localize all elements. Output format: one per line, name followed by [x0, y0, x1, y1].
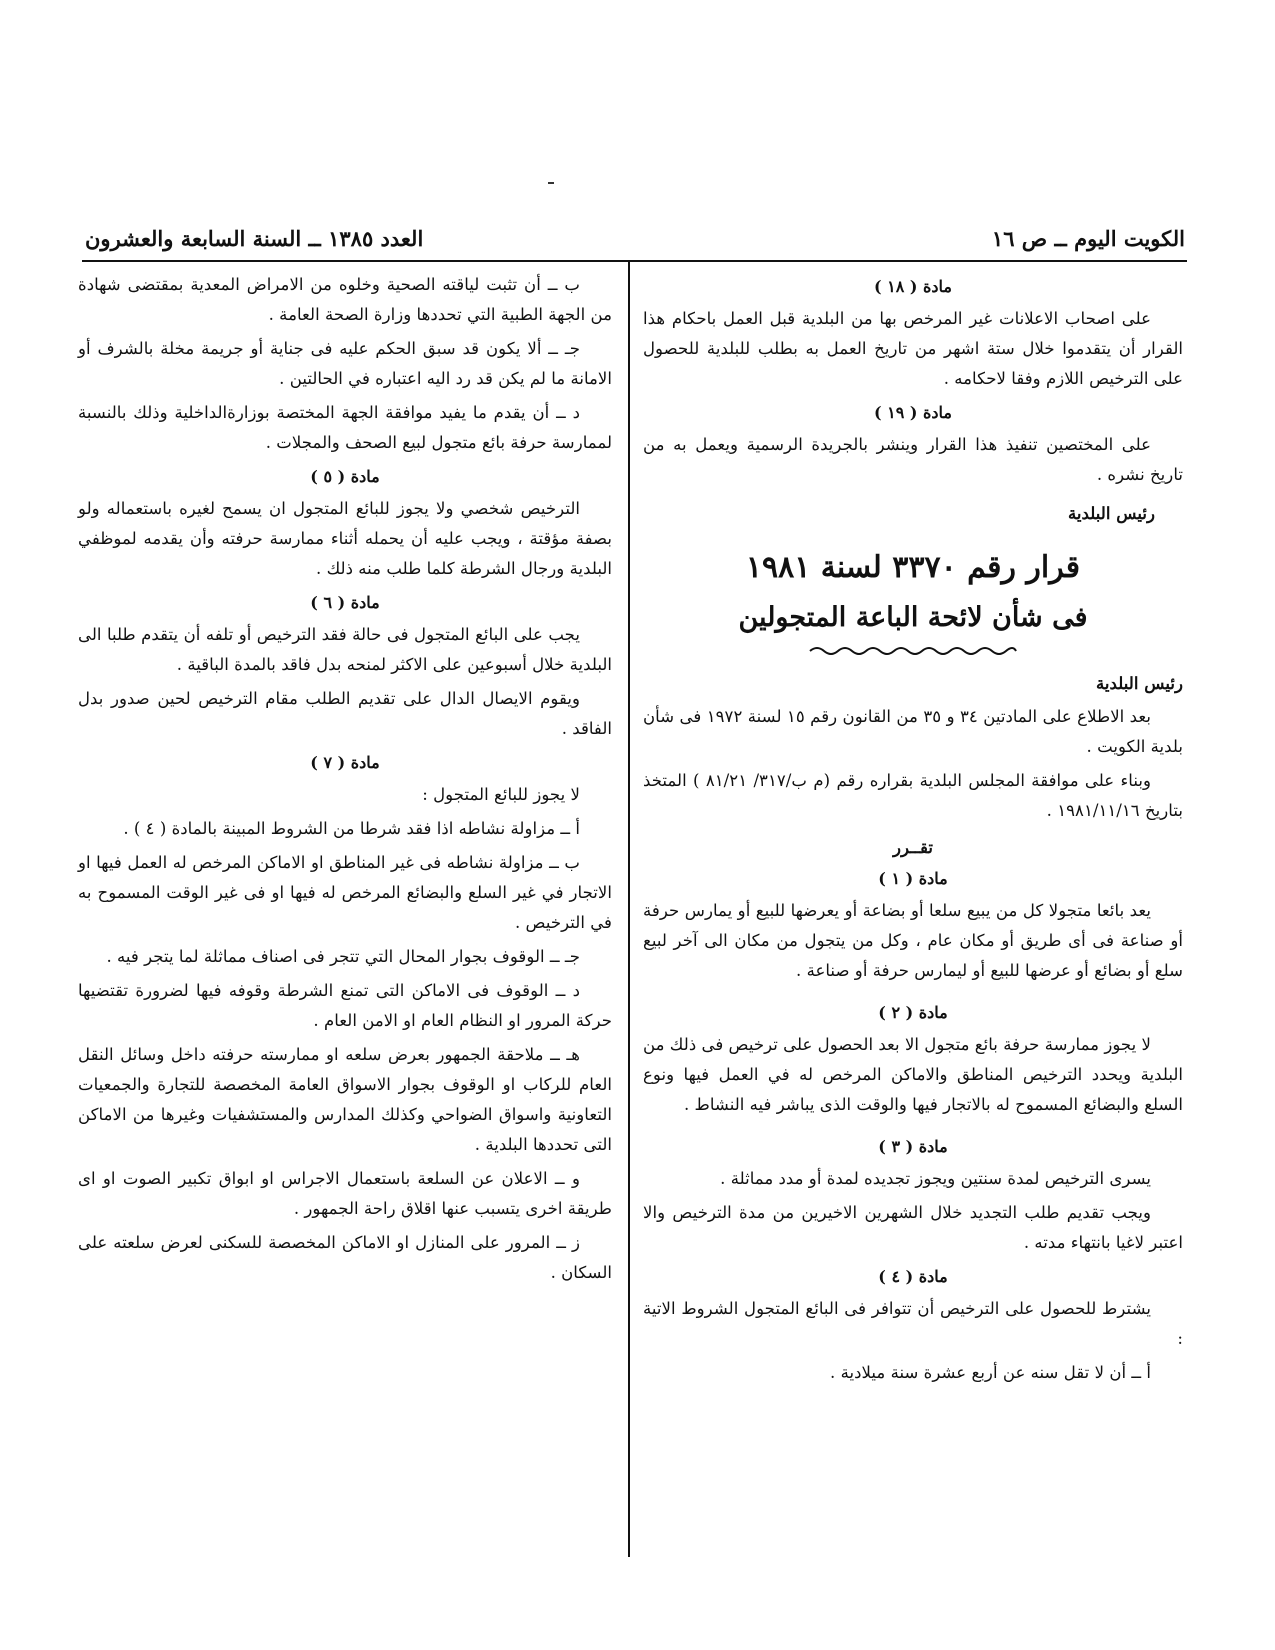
- article-4-item-a: أ ــ أن لا تقل سنه عن أربع عشرة سنة ميلادية .: [830, 1363, 1151, 1382]
- preamble-2: وبناء على موافقة المجلس البلدية بقراره رقم (م ب/٣١٧/ ٨١/٢١ ) المتخذ بتاريخ ١٩٨١/١١/١٦ .: [643, 771, 1183, 820]
- article-4-item-d: د ــ أن يقدم ما يفيد موافقة الجهة المختصة بوزارةالداخلية وذلك بالنسبة لممارسة حرفة بائع متجول لبيع الصحف والمجلات .: [78, 403, 612, 452]
- article-1-text: يعد بائعا متجولا كل من يبيع سلعا أو بضاعة أو يعرضها للبيع أو يمارس حرفة أو صناعة فى أى طريق أو مكان عام ، وكل من يتجول من مكان الى آخر لبيع سلع أو بضائع أو عرضها للبيع أو ليمارس حرفة أو صناعة .: [643, 901, 1183, 980]
- article-7-title: مادة ( ٧ ): [310, 753, 380, 772]
- article-4-title: مادة ( ٤ ): [878, 1267, 948, 1286]
- article-7-item-a: أ ــ مزاولة نشاطه اذا فقد شرطا من الشروط المبينة بالمادة ( ٤ ) .: [123, 819, 580, 838]
- article-6-text-1: يجب على البائع المتجول فى حالة فقد الترخيص أو تلفه أن يتقدم طلبا الى البلدية خلال أسبوعين على الاكثر لمنحه بدل فاقد بالمدة الباقية .: [78, 625, 612, 674]
- article-3-title: مادة ( ٣ ): [878, 1137, 948, 1156]
- article-18-title: مادة ( ١٨ ): [874, 277, 952, 296]
- article-7-intro: لا يجوز للبائع المتجول :: [422, 785, 580, 804]
- article-6-title: مادة ( ٦ ): [310, 593, 380, 612]
- article-18-text: على اصحاب الاعلانات غير المرخص بها من البلدية قبل العمل باحكام هذا القرار أن يتقدموا خلال ستة اشهر من تاريخ العمل به بطلب للبلدية للحصول على الترخيص اللازم وفقا لاحكامه .: [643, 309, 1183, 388]
- decree-issuer: رئيس البلدية: [1096, 673, 1183, 693]
- article-3-text-2: ويجب تقديم طلب التجديد خلال الشهرين الاخيرين من مدة الترخيص والا اعتبر لاغيا بانتهاء مدته .: [643, 1203, 1183, 1252]
- article-7-item-b: ب ــ مزاولة نشاطه فى غير المناطق او الاماكن المرخص له العمل فيها او الاتجار في غير السلع والبضائع المرخص له فيها او فى غير الوقت المسموح به في الترخيص .: [78, 853, 612, 932]
- article-2-title: مادة ( ٢ ): [878, 1003, 948, 1022]
- article-5-title: مادة ( ٥ ): [310, 467, 380, 486]
- article-7-item-d: د ــ الوقوف فى الاماكن التى تمنع الشرطة وقوفه فيها لضرورة تقتضيها حركة المرور او النظام العام او الامن العام .: [78, 981, 612, 1030]
- article-7-item-g: ز ــ المرور على المنازل او الاماكن المخصصة للسكنى لعرض سلعته على السكان .: [78, 1233, 612, 1282]
- decides-heading: تقــرر: [893, 837, 933, 857]
- right-column: [643, 270, 1183, 1392]
- article-7-item-f: و ــ الاعلان عن السلعة باستعمال الاجراس او ابواق تكبير الصوت او اى طريقة اخرى يتسبب عنها اقلاق راحة الجمهور .: [78, 1169, 612, 1218]
- signature-municipality-head: رئيس البلدية: [1068, 503, 1155, 523]
- article-4-text: يشترط للحصول على الترخيص أن تتوافر فى البائع المتجول الشروط الاتية :: [643, 1299, 1183, 1348]
- left-column: [78, 270, 612, 1292]
- article-7-item-e: هـ ــ ملاحقة الجمهور بعرض سلعه او ممارسته حرفته داخل وسائل النقل العام للركاب او الوقوف بجوار الاسواق العامة المخصصة للتجارة والجمعيات التعاونية واسواق الضواحي وكذلك المدارس والمستشفيات وغيرها من الاماكن التى تحددها البلدية .: [78, 1045, 612, 1154]
- article-1-title: مادة ( ١ ): [878, 869, 948, 888]
- article-5-text: الترخيص شخصي ولا يجوز للبائع المتجول ان يسمح لغيره باستعماله ولو بصفة مؤقتة ، ويجب عليه أن يحمله أثناء ممارسة حرفته وأن يقدمه لموظفي البلدية ورجال الشرطة كلما طلب منه ذلك .: [78, 499, 612, 578]
- article-6-text-2: ويقوم الايصال الدال على تقديم الطلب مقام الترخيص لحين صدور بدل الفاقد .: [78, 689, 612, 738]
- preamble-1: بعد الاطلاع على المادتين ٣٤ و ٣٥ من القانون رقم ١٥ لسنة ١٩٧٢ فى شأن بلدية الكويت .: [643, 707, 1183, 756]
- header-rule: [82, 260, 1187, 262]
- article-2-text: لا يجوز ممارسة حرفة بائع متجول الا بعد الحصول على ترخيص فى ذلك من البلدية ويحدد الترخيص المناطق والاماكن المرخص له في العمل فيها ونوع السلع والبضائع المسموح له بالاتجار فيها والوقت الذى يباشر فيه النشاط .: [642, 1035, 1183, 1114]
- header-gazette-page: الكويت اليوم ــ ص ١٦: [991, 226, 1185, 251]
- article-7-item-c: جـ ــ الوقوف بجوار المحال التي تتجر فى اصناف مماثلة لما يتجر فيه .: [106, 947, 580, 966]
- article-3-text-1: يسرى الترخيص لمدة سنتين ويجوز تجديده لمدة أو مدد مماثلة .: [720, 1169, 1151, 1188]
- decree-title: قرار رقم ٣٣٧٠ لسنة ١٩٨١: [745, 550, 1081, 585]
- column-divider: [628, 262, 630, 1557]
- decree-subtitle: فى شأن لائحة الباعة المتجولين: [738, 602, 1088, 633]
- article-19-text: على المختصين تنفيذ هذا القرار وينشر بالجريدة الرسمية ويعمل به من تاريخ نشره .: [643, 435, 1183, 484]
- article-19-title: مادة ( ١٩ ): [874, 403, 952, 422]
- article-4-item-c: جـ ــ ألا يكون قد سبق الحكم عليه فى جناية أو جريمة مخلة بالشرف أو الامانة ما لم يكن قد رد اليه اعتباره في الحالتين .: [78, 339, 612, 388]
- article-4-item-b: ب ــ أن تثبت لياقته الصحية وخلوه من الامراض المعدية بمقتضى شهادة من الجهة الطبية التي تحددها وزارة الصحة العامة .: [78, 275, 612, 324]
- header-issue-year: العدد ١٣٨٥ ــ السنة السابعة والعشرون: [85, 226, 424, 251]
- scan-speck: [548, 182, 554, 184]
- decorative-wavy-rule: [808, 644, 1018, 658]
